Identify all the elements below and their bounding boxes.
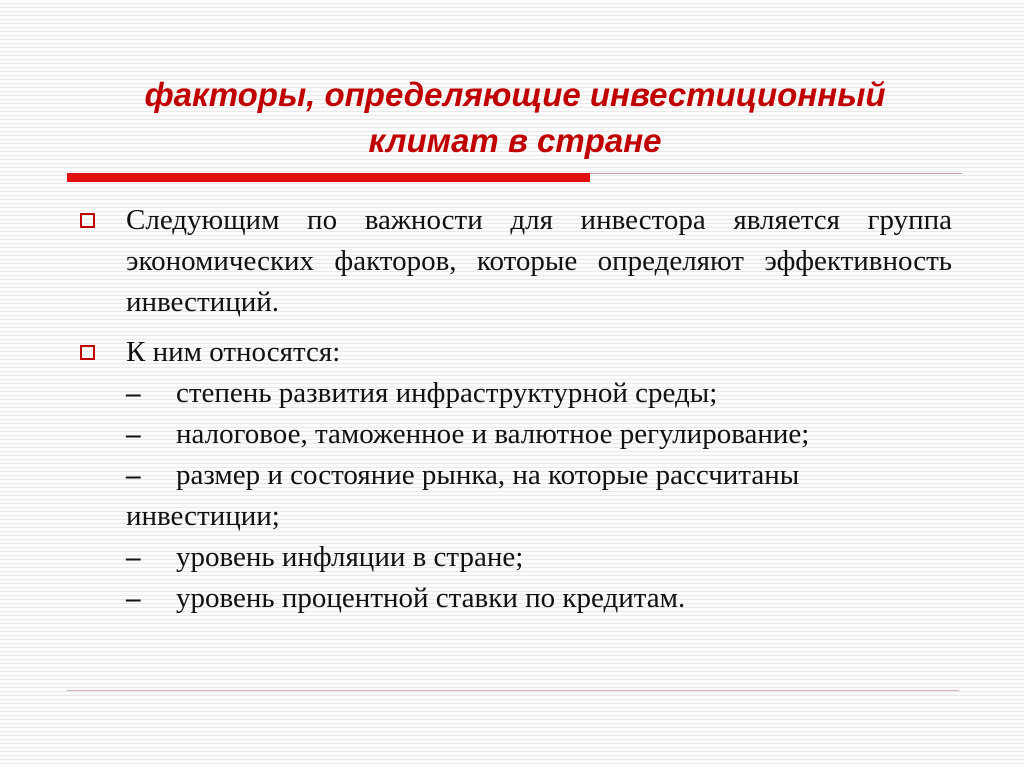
bullet-1-text: Следующим по важности для инвестора является группа экономических факторов, которые определяют эффективность инвестиций. (126, 204, 952, 318)
dash-icon: – (126, 582, 141, 614)
list-item (126, 578, 952, 619)
dash-icon: – (126, 418, 141, 450)
dash-icon: – (126, 541, 141, 573)
title-line-2: климат в стране (368, 122, 662, 159)
bullet-item-2 (72, 332, 952, 619)
dash-icon: – (126, 377, 141, 409)
title-underline-thin (590, 173, 962, 174)
bullet-item-1 (72, 200, 952, 323)
title-line-1: факторы, определяющие инвестиционный (144, 76, 886, 113)
footer-rule (67, 690, 959, 691)
list-item (126, 537, 952, 578)
list-item (126, 455, 952, 496)
list-item-text: размер и состояние рынка, на которые рассчитаны (176, 459, 800, 491)
hollow-square-bullet-icon (80, 345, 95, 360)
list-item-text: уровень инфляции в стране; (176, 541, 524, 573)
list-item (126, 373, 952, 414)
dash-icon: – (126, 459, 141, 491)
list-item-continuation: инвестиции; (126, 500, 280, 532)
hollow-square-bullet-icon (80, 213, 95, 228)
title-underline-thick (67, 173, 590, 182)
list-item-text: степень развития инфраструктурной среды; (176, 377, 718, 409)
slide-body (72, 200, 952, 619)
list-item-text: налоговое, таможенное и валютное регулирование; (176, 418, 810, 450)
slide-title (80, 72, 950, 164)
list-item-text: уровень процентной ставки по кредитам. (176, 582, 686, 614)
bullet-2-intro: К ним относятся: (126, 336, 341, 368)
list-item (126, 414, 952, 455)
